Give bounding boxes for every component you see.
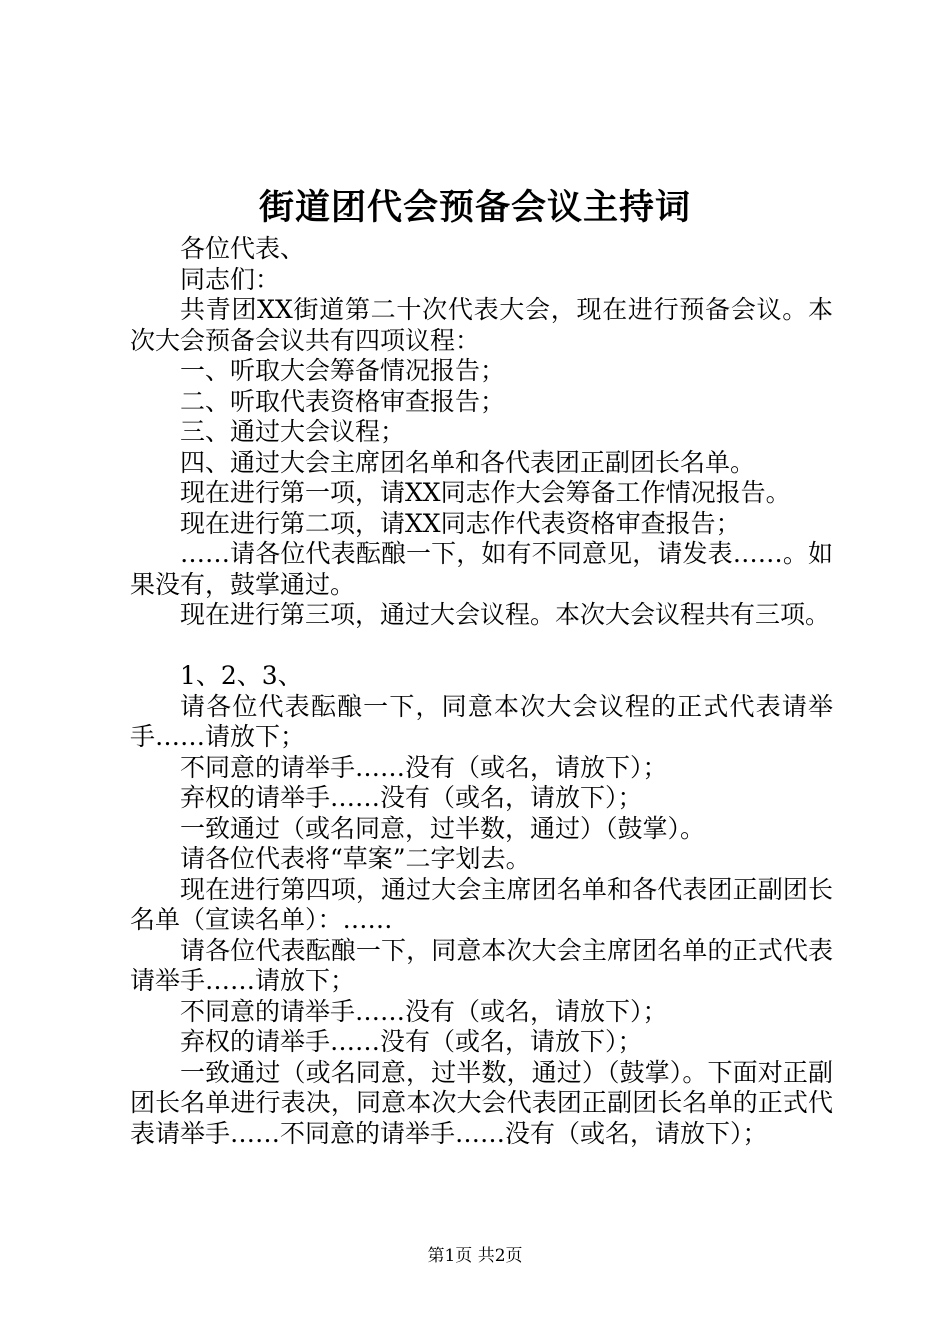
body-paragraph: 请各位代表酝酿一下，同意本次大会主席团名单的正式代表请举手……请放下； bbox=[130, 935, 833, 995]
page-footer: 第1页 共2页 bbox=[427, 1246, 523, 1266]
body-paragraph: 一致通过（或名同意，过半数，通过）（鼓掌）。下面对正副团长名单进行表决，同意本次大会代表团正副团长名单的正式代表请举手……不同意的请举手……没有（或名，请放下）； bbox=[130, 1057, 833, 1148]
body-paragraph: 弃权的请举手……没有（或名，请放下）； bbox=[180, 783, 643, 812]
body-paragraph: 各位代表、 bbox=[180, 234, 306, 263]
body-paragraph: 一致通过（或名同意，过半数，通过）（鼓掌）。 bbox=[180, 813, 706, 843]
body-paragraph: 请各位代表将“草案”二字划去。 bbox=[180, 844, 531, 873]
body-paragraph: 现在进行第四项，通过大会主席团名单和各代表团正副团长名单（宣读名单）：…… bbox=[130, 874, 833, 934]
blank-line bbox=[130, 631, 833, 662]
body-paragraph: 现在进行第二项，请XX同志作代表资格审查报告； bbox=[180, 508, 741, 538]
body-paragraph: 四、通过大会主席团名单和各代表团正副团长名单。 bbox=[180, 447, 756, 477]
body-paragraph: 不同意的请举手……没有（或名，请放下）； bbox=[180, 752, 668, 782]
body-paragraph: 请各位代表酝酿一下，同意本次大会议程的正式代表请举手……请放下； bbox=[130, 691, 833, 751]
body-paragraph: 现在进行第一项，请XX同志作大会筹备工作情况报告。 bbox=[180, 478, 791, 507]
body-paragraph: 三、通过大会议程； bbox=[180, 417, 406, 446]
body-paragraph: 现在进行第三项，通过大会议程。本次大会议程共有三项。 bbox=[180, 600, 831, 629]
body-paragraph: 同志们： bbox=[180, 264, 281, 294]
body-paragraph: 共青团XX街道第二十次代表大会，现在进行预备会议。本次大会预备会议共有四项议程： bbox=[130, 295, 833, 355]
body-paragraph: ……请各位代表酝酿一下，如有不同意见，请发表……。如果没有，鼓掌通过。 bbox=[130, 539, 833, 599]
body-paragraph: 弃权的请举手……没有（或名，请放下）； bbox=[180, 1027, 643, 1056]
body-paragraph: 不同意的请举手……没有（或名，请放下）； bbox=[180, 996, 668, 1026]
document-body bbox=[130, 234, 833, 1149]
body-paragraph: 1、2、3、 bbox=[180, 661, 303, 690]
document-title: 街道团代会预备会议主持词 bbox=[258, 187, 691, 228]
body-paragraph: 一、听取大会筹备情况报告； bbox=[180, 356, 506, 385]
body-paragraph: 二、听取代表资格审查报告； bbox=[180, 386, 506, 416]
